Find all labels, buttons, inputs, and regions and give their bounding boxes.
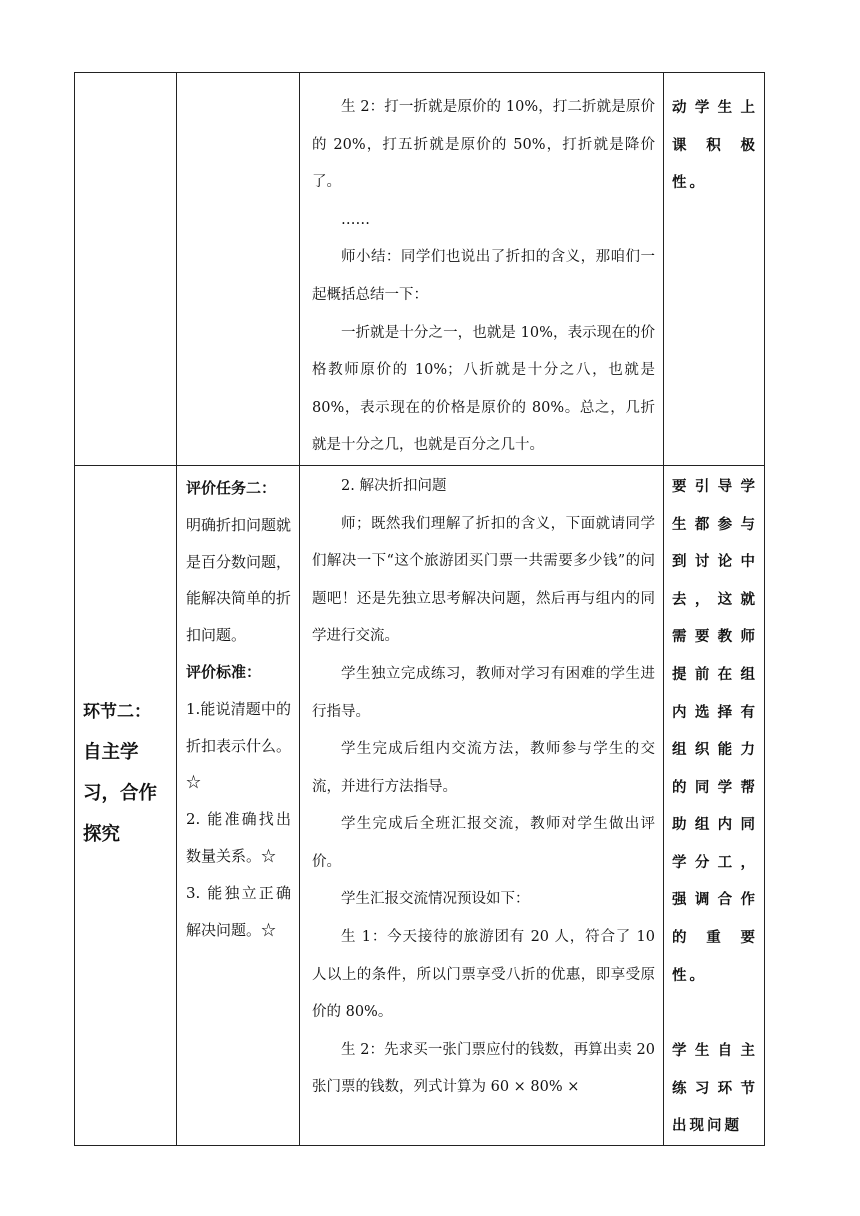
- criteria-item: 3. 能独立正确解决问题。☆: [186, 883, 291, 939]
- design-intent-text: 要引导学生都参与到讨论中去，这就需要教师提前在组内选择有组织能力的同学帮助组内同学分工，强调合作的重要性。: [672, 477, 758, 984]
- criteria-item: 2. 能准确找出数量关系。☆: [186, 810, 291, 865]
- table-row: [75, 465, 765, 1145]
- criteria-label: 评价标准：: [186, 662, 262, 681]
- design-intent-text: 动学生上课积极性。: [672, 99, 758, 192]
- table-row: [75, 73, 765, 466]
- design-intent-cell: [664, 465, 765, 1145]
- criteria-item: 1.能说清题中的折扣表示什么。☆: [186, 699, 292, 792]
- task-text: 明确折扣问题就是百分数问题，能解决简单的折扣问题。: [186, 515, 292, 645]
- evaluation-cell: [177, 465, 300, 1145]
- paragraph: 生 2：先求买一张门票应付的钱数，再算出卖 20 张门票的钱数，列式计算为 60 × 80% ×: [312, 1041, 655, 1096]
- section-heading: 2. 解决折扣问题: [341, 477, 447, 494]
- paragraph: 学生独立完成练习，教师对学习有困难的学生进行指导。: [312, 665, 655, 720]
- paragraph: 学生完成后全班汇报交流，教师对学生做出评价。: [312, 816, 655, 870]
- activity-cell: [300, 73, 664, 466]
- paragraph: 学生汇报交流情况预设如下：: [341, 891, 530, 908]
- design-intent-cell: [664, 73, 765, 466]
- stage-cell: [75, 73, 177, 466]
- stage-subtitle: 自主学习，合作探究: [83, 741, 158, 845]
- paragraph: 生 2：打一折就是原价的 10%，打二折就是原价的 20%，打五折就是原价的 50%，打折就是降价了。: [312, 99, 655, 191]
- activity-cell: [300, 465, 664, 1145]
- paragraph: 学生完成后组内交流方法，教师参与学生的交流，并进行方法指导。: [312, 741, 655, 795]
- design-intent-text: 学生自主练习环节出现问题: [672, 1042, 758, 1135]
- stage-heading: 环节二：: [83, 701, 151, 722]
- paragraph: 师；既然我们理解了折扣的含义，下面就请同学们解决一下“这个旅游团买门票一共需要多少钱”的问题吧！还是先独立思考解决问题，然后再与组内的同学进行交流。: [312, 515, 655, 645]
- paragraph: 师小结：同学们也说出了折扣的含义，那咱们一起概括总结一下：: [312, 249, 655, 303]
- stage-cell: [75, 465, 177, 1145]
- paragraph: 生 1：今天接待的旅游团有 20 人，符合了 10 人以上的条件，所以门票享受八折的优惠，即享受原价的 80%。: [312, 929, 655, 1021]
- evaluation-cell: [177, 73, 300, 466]
- task-label: 评价任务二：: [186, 478, 277, 497]
- paragraph: 一折就是十分之一，也就是 10%，表示现在的价格教师原价的 10%；八折就是十分之八，也就是 80%，表示现在的价格是原价的 80%。总之，几折就是十分之几，也就是百分之几十。: [312, 324, 655, 454]
- paragraph: ……: [341, 211, 370, 228]
- lesson-plan-table: [74, 72, 765, 1146]
